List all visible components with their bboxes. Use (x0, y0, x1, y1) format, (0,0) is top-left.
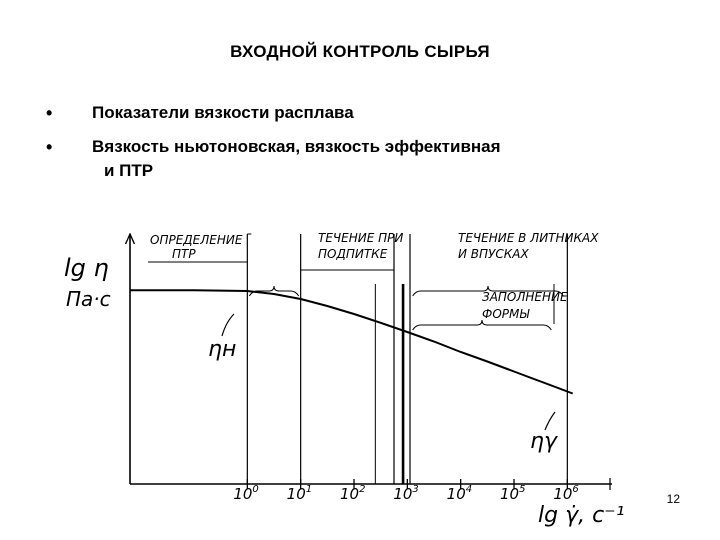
x-tick-label-4: $10^4$ (446, 484, 473, 503)
x-tick-exponent-1: 1 (305, 484, 313, 495)
region-label-ptr-line2: ПТР (172, 247, 196, 261)
x-axis-label: lg γ̇, с⁻¹ (538, 503, 625, 528)
brace-fill (413, 320, 552, 330)
bullet-text: Показатели вязкости расплава (92, 103, 354, 122)
viscosity-curve (130, 290, 573, 393)
curve-label-leader-newtonian (222, 314, 234, 336)
region-label-fill-line1: ЗАПОЛНЕНИЕ (482, 290, 568, 304)
x-tick-label-0: $10^0$ (233, 484, 259, 503)
curve-label-effective: ηγ (530, 429, 557, 454)
page-number: 12 (666, 492, 680, 506)
y-axis-unit: Па·с (66, 287, 111, 311)
curve-label-leader-effective (545, 412, 555, 430)
curve-label-newtonian: ηн (208, 337, 237, 362)
x-tick-exponent-4: 4 (465, 484, 473, 495)
x-tick-label-1: $10^1$ (286, 484, 313, 503)
region-label-fill-line2: ФОРМЫ (482, 307, 530, 321)
x-tick-label-3: $10^3$ (393, 484, 419, 503)
x-tick-exponent-6: 6 (572, 484, 579, 495)
x-tick-label-6: $10^6$ (553, 484, 579, 503)
slide-title: ВХОДНОЙ КОНТРОЛЬ СЫРЬЯ (230, 42, 490, 61)
bullet-mark: • (46, 137, 53, 157)
bullet-text: Вязкость ньютоновская, вязкость эффективная (92, 137, 501, 156)
bullet-continuation: и ПТР (104, 161, 154, 180)
x-tick-exponent-2: 2 (359, 484, 366, 495)
bullet-mark: • (46, 103, 53, 123)
x-tick-exponent-5: 5 (519, 484, 526, 495)
region-label-ptr-line1: ОПРЕДЕЛЕНИЕ (150, 233, 243, 247)
x-tick-exponent-3: 3 (412, 484, 419, 495)
x-tick-label-2: $10^2$ (340, 484, 366, 503)
region-label-runners-line1: ТЕЧЕНИЕ В ЛИТНИКАХ (458, 231, 599, 245)
y-axis-label: lg η (64, 254, 109, 282)
region-label-feed-line2: ПОДПИТКЕ (318, 247, 388, 261)
x-tick-exponent-0: 0 (252, 484, 259, 495)
region-label-runners-line2: И ВПУСКАХ (458, 247, 529, 261)
x-tick-label-5: $10^5$ (500, 484, 526, 503)
region-label-feed-line1: ТЕЧЕНИЕ ПРИ (318, 231, 404, 245)
